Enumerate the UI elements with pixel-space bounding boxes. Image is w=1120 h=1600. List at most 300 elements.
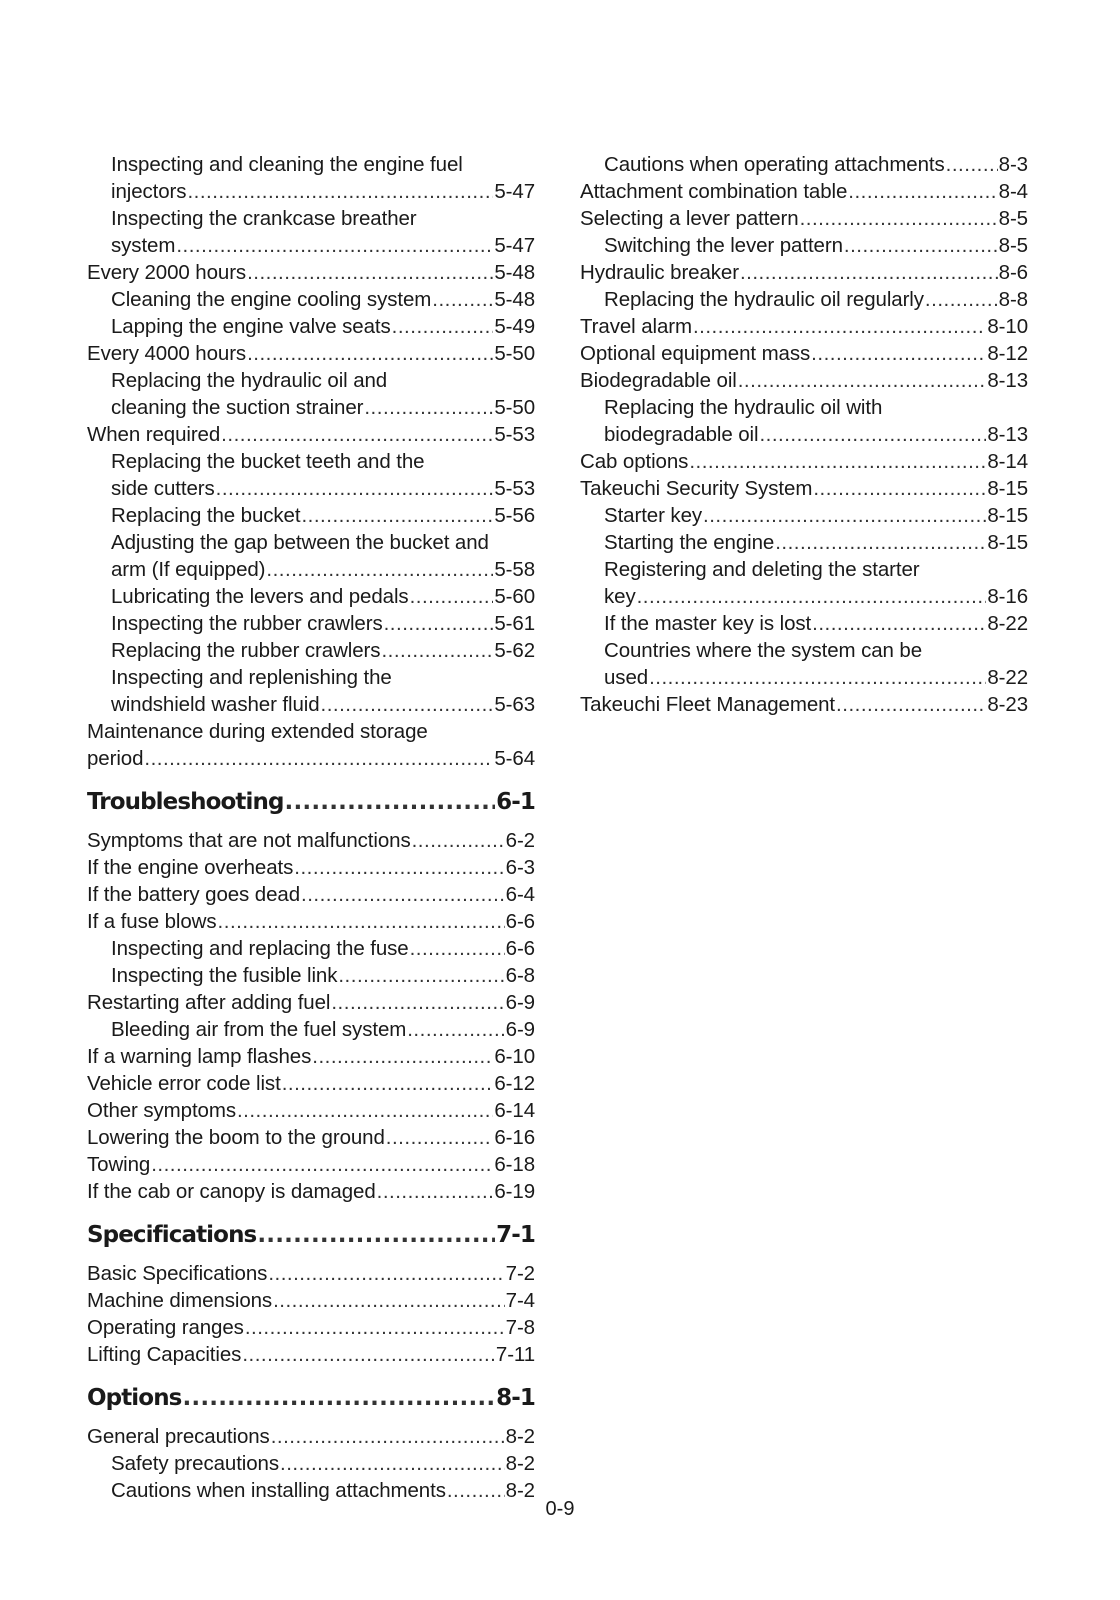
- toc-section-line: [87, 785, 535, 819]
- toc-entry-line: [87, 1287, 535, 1314]
- toc-entry-title: General precautions: [87, 1425, 270, 1448]
- toc-entry: [580, 367, 1028, 394]
- toc-entry-title: Inspecting the rubber crawlers: [111, 612, 383, 635]
- toc-entry-title-line: Inspecting and cleaning the engine fuel: [111, 153, 463, 176]
- toc-entry-page: 8-15: [987, 531, 1028, 554]
- toc-entry: [87, 286, 535, 313]
- toc-leader-dots: [410, 583, 494, 610]
- toc-entry-line: [580, 448, 1028, 475]
- toc-entry-page: 5-50: [494, 342, 535, 365]
- toc-leader-dots: [321, 691, 494, 718]
- toc-section-title: Specifications: [87, 1222, 257, 1248]
- toc-leader-dots: [271, 1423, 505, 1450]
- toc-section-title: Options: [87, 1385, 182, 1411]
- toc-leader-dots: [800, 205, 998, 232]
- toc-entry-page: 5-62: [494, 639, 535, 662]
- toc-entry-title: system: [111, 234, 176, 257]
- toc-entry: [87, 935, 535, 962]
- toc-leader-dots: [364, 394, 493, 421]
- toc-entry-title: Starter key: [604, 504, 703, 527]
- toc-leader-dots: [812, 610, 986, 637]
- toc-leader-dots: [813, 475, 986, 502]
- toc-entry-line: [87, 1124, 535, 1151]
- toc-entry: [87, 1260, 535, 1287]
- toc-entry-title-line: Replacing the bucket teeth and the: [111, 450, 425, 473]
- toc-leader-dots: [386, 1124, 494, 1151]
- toc-entry-page: 8-16: [987, 585, 1028, 608]
- toc-entry: [87, 1016, 535, 1043]
- toc-entry: [580, 448, 1028, 475]
- toc-leader-dots: [836, 691, 986, 718]
- toc-entry-title: Every 2000 hours: [87, 261, 247, 284]
- toc-leader-dots: [946, 151, 998, 178]
- toc-entry: [87, 1287, 535, 1314]
- toc-entry-page: 6-16: [494, 1126, 535, 1149]
- toc-entry-title: Restarting after adding fuel: [87, 991, 331, 1014]
- toc-leader-dots: [412, 827, 505, 854]
- toc-leader-dots: [176, 232, 493, 259]
- toc-entry-title-line: Countries where the system can be: [604, 639, 923, 662]
- toc-leader-dots: [187, 178, 493, 205]
- toc-section-page: 7-1: [496, 1222, 535, 1248]
- toc-entry: [580, 502, 1028, 529]
- toc-leader-dots: [649, 664, 986, 691]
- toc-right-column: [580, 151, 1028, 718]
- toc-entry: [87, 151, 535, 205]
- toc-entry-line: [604, 610, 1028, 637]
- toc-entry: [580, 691, 1028, 718]
- toc-entry-line: [111, 394, 535, 421]
- toc-leader-dots: [407, 1016, 504, 1043]
- toc-entry-title: If the engine overheats: [87, 856, 294, 879]
- toc-entry: [580, 610, 1028, 637]
- toc-leader-dots: [693, 313, 986, 340]
- toc-entry-line: [87, 854, 535, 881]
- toc-leader-dots: [637, 583, 987, 610]
- toc-leader-dots: [312, 1043, 493, 1070]
- toc-entry-title: When required: [87, 423, 221, 446]
- toc-entry-page: 8-15: [987, 504, 1028, 527]
- toc-entry-title: If the cab or canopy is damaged: [87, 1180, 376, 1203]
- toc-leader-dots: [811, 340, 986, 367]
- toc-leader-dots: [182, 1381, 495, 1415]
- toc-leader-dots: [844, 232, 998, 259]
- toc-entry-title: Basic Specifications: [87, 1262, 268, 1285]
- toc-entry-page: 8-2: [505, 1479, 535, 1502]
- toc-entry-page: 5-58: [494, 558, 535, 581]
- toc-entry: [87, 1178, 535, 1205]
- toc-entry-title-line: Adjusting the gap between the bucket and: [111, 531, 489, 554]
- toc-entry: [580, 637, 1028, 691]
- toc-entry-line: [87, 989, 535, 1016]
- toc-leader-dots: [848, 178, 997, 205]
- toc-leader-dots: [703, 502, 986, 529]
- toc-entry-title-line: Registering and deleting the starter: [604, 558, 920, 581]
- toc-entry-page: 6-14: [494, 1099, 535, 1122]
- toc-leader-dots: [282, 1070, 494, 1097]
- toc-entry: [87, 529, 535, 583]
- toc-entry-title-line: Inspecting and replenishing the: [111, 666, 392, 689]
- toc-leader-dots: [384, 610, 494, 637]
- toc-entry: [87, 881, 535, 908]
- toc-leader-dots: [338, 962, 504, 989]
- toc-entry: [580, 178, 1028, 205]
- toc-entry-page: 5-47: [494, 234, 535, 257]
- toc-entry-line: [111, 637, 535, 664]
- toc-entry: [87, 962, 535, 989]
- toc-entry: [87, 1097, 535, 1124]
- toc-entry-title: If the master key is lost: [604, 612, 812, 635]
- toc-leader-dots: [273, 1287, 505, 1314]
- toc-entry-page: 5-50: [494, 396, 535, 419]
- toc-entry: [87, 1043, 535, 1070]
- toc-entry: [87, 1341, 535, 1368]
- toc-entry: [87, 854, 535, 881]
- toc-entry-title: arm (If equipped): [111, 558, 266, 581]
- toc-leader-dots: [301, 502, 493, 529]
- toc-entry-line: [111, 502, 535, 529]
- toc-entry-line: [87, 421, 535, 448]
- toc-entry-title: Starting the engine: [604, 531, 775, 554]
- toc-entry: [87, 313, 535, 340]
- toc-entry-page: 6-19: [494, 1180, 535, 1203]
- toc-entry-line: [111, 286, 535, 313]
- toc-entry-title: Travel alarm: [580, 315, 692, 338]
- toc-entry-title: Takeuchi Security System: [580, 477, 813, 500]
- toc-entry-title: Replacing the hydraulic oil regularly: [604, 288, 924, 311]
- toc-entry-title: used: [604, 666, 649, 689]
- toc-section-line: [87, 1381, 535, 1415]
- toc-leader-dots: [268, 1260, 504, 1287]
- toc-entry: [580, 340, 1028, 367]
- toc-leader-dots: [247, 259, 493, 286]
- toc-leader-dots: [144, 745, 493, 772]
- toc-entry-title: Replacing the rubber crawlers: [111, 639, 381, 662]
- toc-entry-line: [111, 313, 535, 340]
- toc-entry-line: [87, 881, 535, 908]
- toc-entry-title: Cleaning the engine cooling system: [111, 288, 432, 311]
- toc-entry-page: 5-53: [494, 423, 535, 446]
- toc-leader-dots: [221, 421, 493, 448]
- toc-leader-dots: [285, 785, 496, 819]
- toc-entry-title: If the battery goes dead: [87, 883, 301, 906]
- toc-entry: [87, 1070, 535, 1097]
- toc-entry-line: [580, 340, 1028, 367]
- toc-leader-dots: [377, 1178, 494, 1205]
- toc-entry-title: cleaning the suction strainer: [111, 396, 364, 419]
- toc-leader-dots: [280, 1450, 505, 1477]
- toc-entry-page: 6-3: [505, 856, 535, 879]
- toc-entry-line: [87, 1070, 535, 1097]
- toc-section-line: [87, 1218, 535, 1252]
- toc-leader-dots: [266, 556, 493, 583]
- toc-entry-page: 6-8: [505, 964, 535, 987]
- toc-entry-title: Hydraulic breaker: [580, 261, 739, 284]
- toc-entry-line: [111, 232, 535, 259]
- toc-entry-line: [111, 610, 535, 637]
- toc-entry-page: 8-4: [998, 180, 1028, 203]
- toc-entry: [87, 908, 535, 935]
- toc-entry-page: 8-6: [998, 261, 1028, 284]
- toc-entry-title: Switching the lever pattern: [604, 234, 843, 257]
- toc-entry-page: 8-15: [987, 477, 1028, 500]
- toc-entry-title: biodegradable oil: [604, 423, 759, 446]
- toc-section-title: Troubleshooting: [87, 789, 284, 815]
- toc-entry: [87, 718, 535, 772]
- toc-entry-page: 6-2: [505, 829, 535, 852]
- toc-entry-page: 8-23: [987, 693, 1028, 716]
- toc-entry-title: Safety precautions: [111, 1452, 279, 1475]
- toc-entry: [87, 259, 535, 286]
- toc-entry-line: [87, 259, 535, 286]
- toc-entry-page: 8-2: [505, 1452, 535, 1475]
- toc-leader-dots: [331, 989, 504, 1016]
- toc-entry: [87, 1314, 535, 1341]
- toc-entry-page: 6-12: [494, 1072, 535, 1095]
- toc-entry-line: [604, 421, 1028, 448]
- toc-entry-page: 8-2: [505, 1425, 535, 1448]
- toc-entry-page: 7-4: [505, 1289, 535, 1312]
- toc-entry-line: [87, 1097, 535, 1124]
- toc-entry-title: Towing: [87, 1153, 151, 1176]
- toc-entry: [580, 259, 1028, 286]
- toc-entry: [87, 610, 535, 637]
- toc-entry-title: Lifting Capacities: [87, 1343, 242, 1366]
- toc-entry-line: [604, 583, 1028, 610]
- toc-entry-line: [111, 962, 535, 989]
- toc-entry-page: 8-5: [998, 234, 1028, 257]
- toc-entry: [87, 827, 535, 854]
- toc-entry: [87, 448, 535, 502]
- toc-entry-line: [87, 340, 535, 367]
- toc-entry-title-line: Maintenance during extended storage: [87, 720, 428, 743]
- toc-entry: [87, 1423, 535, 1450]
- toc-entry-page: 8-13: [987, 423, 1028, 446]
- toc-entry-page: 8-8: [998, 288, 1028, 311]
- toc-leader-dots: [245, 1314, 505, 1341]
- toc-leader-dots: [925, 286, 998, 313]
- toc-entry: [580, 232, 1028, 259]
- toc-entry-title: Attachment combination table: [580, 180, 848, 203]
- toc-entry-line: [580, 313, 1028, 340]
- page-number: 0-9: [545, 1498, 575, 1520]
- toc-entry-title: Inspecting the fusible link: [111, 964, 338, 987]
- toc-entry-line: [111, 1016, 535, 1043]
- toc-entry-line: [87, 827, 535, 854]
- toc-leader-dots: [218, 908, 505, 935]
- toc-entry-title: period: [87, 747, 144, 770]
- toc-entry-line: [604, 286, 1028, 313]
- toc-leader-dots: [738, 367, 987, 394]
- toc-leader-dots: [237, 1097, 493, 1124]
- toc-entry-page: 8-13: [987, 369, 1028, 392]
- toc-entry-page: 8-3: [998, 153, 1028, 176]
- toc-entry-title: Bleeding air from the fuel system: [111, 1018, 407, 1041]
- toc-entry-title: Lubricating the levers and pedals: [111, 585, 409, 608]
- toc-entry-line: [604, 502, 1028, 529]
- toc-entry-page: 8-5: [998, 207, 1028, 230]
- toc-entry: [87, 1450, 535, 1477]
- toc-entry-title: Machine dimensions: [87, 1289, 273, 1312]
- toc-entry: [87, 1151, 535, 1178]
- toc-entry-line: [87, 1423, 535, 1450]
- toc-entry-page: 5-56: [494, 504, 535, 527]
- toc-entry-title: Inspecting and replacing the fuse: [111, 937, 409, 960]
- toc-entry-line: [604, 232, 1028, 259]
- toc-leader-dots: [740, 259, 998, 286]
- toc-entry-page: 7-11: [495, 1343, 535, 1366]
- toc-entry-title: Selecting a lever pattern: [580, 207, 799, 230]
- toc-entry-line: [604, 664, 1028, 691]
- toc-entry-page: 6-6: [505, 910, 535, 933]
- toc-entry-line: [87, 908, 535, 935]
- toc-entry-title: Operating ranges: [87, 1316, 244, 1339]
- toc-entry-title-line: Replacing the hydraulic oil and: [111, 369, 388, 392]
- toc-entry-title: side cutters: [111, 477, 215, 500]
- toc-section-page: 6-1: [496, 789, 535, 815]
- toc-leader-dots: [257, 1218, 495, 1252]
- toc-entry-line: [580, 367, 1028, 394]
- toc-entry-page: 7-8: [505, 1316, 535, 1339]
- toc-entry: [87, 664, 535, 718]
- toc-entry-title: Other symptoms: [87, 1099, 236, 1122]
- toc-entry-line: [87, 1260, 535, 1287]
- toc-entry-page: 6-18: [494, 1153, 535, 1176]
- toc-entry: [580, 205, 1028, 232]
- toc-entry-title: Every 4000 hours: [87, 342, 247, 365]
- toc-entry-title: Cautions when operating attachments: [604, 153, 945, 176]
- toc-entry: [87, 421, 535, 448]
- toc-entry-page: 5-60: [494, 585, 535, 608]
- toc-leader-dots: [242, 1341, 495, 1368]
- toc-entry: [580, 151, 1028, 178]
- toc-leader-dots: [247, 340, 493, 367]
- toc-entry-page: 7-2: [505, 1262, 535, 1285]
- toc-entry-line: [604, 151, 1028, 178]
- toc-entry: [580, 556, 1028, 610]
- toc-entry-page: 5-63: [494, 693, 535, 716]
- toc-entry-title-line: Inspecting the crankcase breather: [111, 207, 417, 230]
- toc-entry-line: [87, 745, 535, 772]
- toc-entry-title: key: [604, 585, 636, 608]
- toc-entry: [87, 205, 535, 259]
- toc-leader-dots: [410, 935, 505, 962]
- toc-entry: [580, 475, 1028, 502]
- toc-entry-title-line: Replacing the hydraulic oil with: [604, 396, 883, 419]
- toc-entry-page: 5-61: [494, 612, 535, 635]
- toc-entry-page: 8-12: [987, 342, 1028, 365]
- toc-entry-line: [580, 205, 1028, 232]
- toc-entry-page: 5-48: [494, 261, 535, 284]
- toc-entry-title: Replacing the bucket: [111, 504, 301, 527]
- toc-entry-line: [604, 529, 1028, 556]
- toc-leader-dots: [294, 854, 504, 881]
- toc-entry-page: 8-22: [987, 612, 1028, 635]
- toc-entry-page: 6-9: [505, 1018, 535, 1041]
- toc-entry-page: 6-10: [494, 1045, 535, 1068]
- toc-entry-line: [580, 259, 1028, 286]
- toc-entry-line: [87, 1178, 535, 1205]
- toc-entry-line: [87, 1043, 535, 1070]
- toc-leader-dots: [216, 475, 494, 502]
- toc-entry-title: Optional equipment mass: [580, 342, 811, 365]
- toc-entry-page: 5-53: [494, 477, 535, 500]
- toc-entry-page: 5-49: [494, 315, 535, 338]
- toc-entry-line: [111, 583, 535, 610]
- toc-entry-title: Lapping the engine valve seats: [111, 315, 391, 338]
- toc-entry-line: [580, 475, 1028, 502]
- toc-entry-line: [111, 178, 535, 205]
- toc-entry: [87, 583, 535, 610]
- toc-entry-page: 5-64: [494, 747, 535, 770]
- toc-entry-line: [580, 691, 1028, 718]
- toc-entry-page: 6-6: [505, 937, 535, 960]
- toc-entry-page: 5-47: [494, 180, 535, 203]
- toc-entry: [87, 989, 535, 1016]
- toc-leader-dots: [432, 286, 493, 313]
- toc-left-column: [87, 151, 535, 1504]
- toc-entry-line: [580, 178, 1028, 205]
- toc-entry-title: injectors: [111, 180, 187, 203]
- toc-entry-page: 6-4: [505, 883, 535, 906]
- toc-leader-dots: [689, 448, 986, 475]
- toc-entry-title: If a fuse blows: [87, 910, 217, 933]
- toc-entry-line: [111, 691, 535, 718]
- toc-entry-line: [111, 1450, 535, 1477]
- toc-leader-dots: [759, 421, 986, 448]
- toc-leader-dots: [151, 1151, 493, 1178]
- toc-section-page: 8-1: [496, 1385, 535, 1411]
- toc-entry-page: 6-9: [505, 991, 535, 1014]
- toc-entry-title: Cautions when installing attachments: [111, 1479, 446, 1502]
- toc-entry-line: [87, 1341, 535, 1368]
- toc-entry-title: Lowering the boom to the ground: [87, 1126, 385, 1149]
- toc-leader-dots: [775, 529, 986, 556]
- toc-entry-line: [87, 1314, 535, 1341]
- toc-entry-line: [87, 1151, 535, 1178]
- toc-leader-dots: [392, 313, 494, 340]
- toc-leader-dots: [301, 881, 505, 908]
- toc-entry: [580, 286, 1028, 313]
- toc-entry: [580, 529, 1028, 556]
- toc-section-heading: [87, 1381, 535, 1415]
- toc-entry: [87, 340, 535, 367]
- toc-entry-page: 8-22: [987, 666, 1028, 689]
- toc-entry-title: windshield washer fluid: [111, 693, 320, 716]
- toc-entry-page: 8-10: [987, 315, 1028, 338]
- toc-entry-line: [111, 556, 535, 583]
- toc-entry-title: If a warning lamp flashes: [87, 1045, 312, 1068]
- toc-entry: [580, 394, 1028, 448]
- toc-entry-line: [111, 475, 535, 502]
- toc-entry-title: Cab options: [580, 450, 689, 473]
- toc-entry: [87, 637, 535, 664]
- toc-section-heading: [87, 785, 535, 819]
- toc-entry: [580, 313, 1028, 340]
- toc-leader-dots: [381, 637, 493, 664]
- toc-entry-page: 5-48: [494, 288, 535, 311]
- toc-entry-title: Symptoms that are not malfunctions: [87, 829, 411, 852]
- toc-section-heading: [87, 1218, 535, 1252]
- toc-entry-title: Takeuchi Fleet Management: [580, 693, 836, 716]
- toc-entry-title: Biodegradable oil: [580, 369, 737, 392]
- toc-entry: [87, 502, 535, 529]
- toc-entry: [87, 1124, 535, 1151]
- toc-entry-title: Vehicle error code list: [87, 1072, 281, 1095]
- toc-entry-page: 8-14: [987, 450, 1028, 473]
- toc-entry: [87, 367, 535, 421]
- toc-entry-line: [111, 935, 535, 962]
